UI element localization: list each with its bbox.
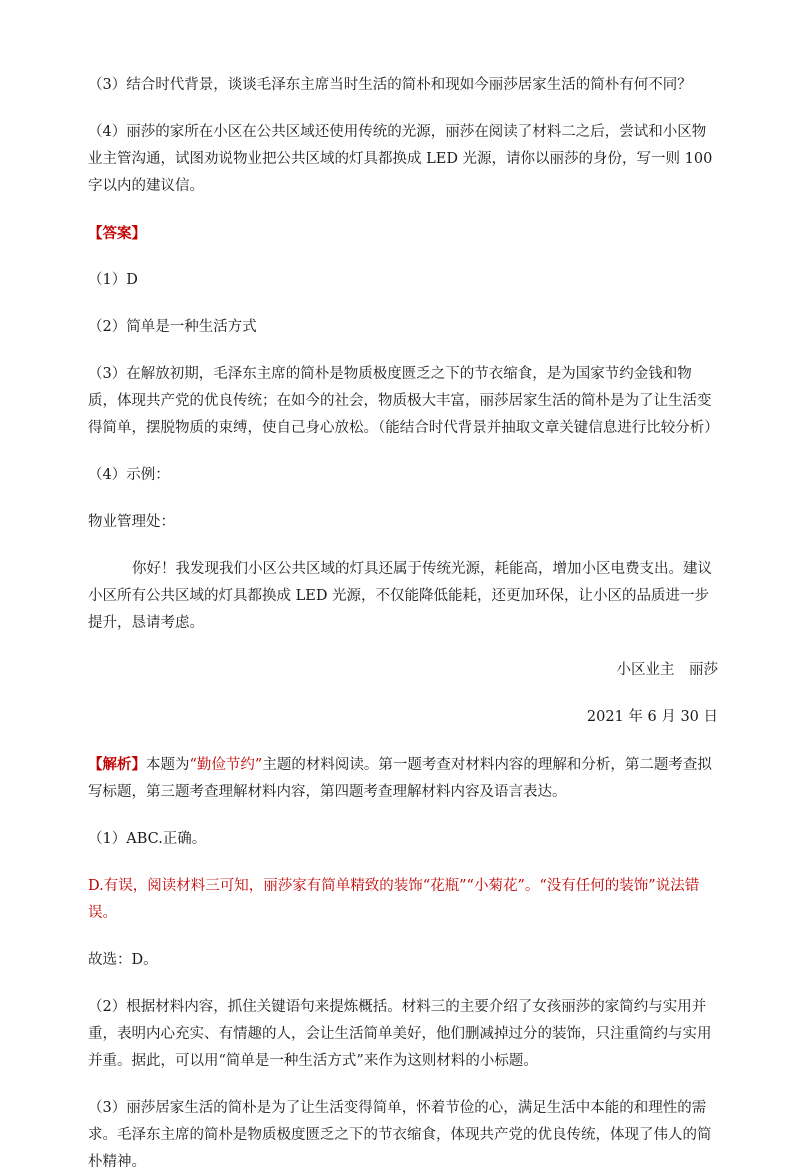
question-4: （4）丽莎的家所在小区在公共区域还使用传统的光源，丽莎在阅读了材料二之后，尝试和小区物业主管沟通，试图劝说物业把公共区域的灯具都换成 LED 光源，请你以丽莎的身份，写一则 100 字以内的建议信。 <box>88 124 713 194</box>
analysis-heading: 【解析】 <box>88 756 146 773</box>
letter-body: 你好！我发现我们小区公共区域的灯具还属于传统光源，耗能高，增加小区电费支出。建议小区所有公共区域的灯具都换成 LED 光源，不仅能降低能耗，还更加环保，让小区的品质进一步提升，恳请考虑。 <box>88 561 712 631</box>
question-3: （3）结合时代背景，谈谈毛泽东主席当时生活的简朴和现如今丽莎居家生活的简朴有何不同？ <box>88 77 692 93</box>
answer-heading: 【答案】 <box>88 225 146 242</box>
analysis-5: （3）丽莎居家生活的简朴是为了让生活变得简单，怀着节俭的心，满足生活中本能的和理性的需求。毛泽东主席的简朴是物质极度匮乏之下的节衣缩食，体现共产党的优良传统，体现了伟人的简朴精神。 <box>88 1100 712 1170</box>
analysis-1: （1）ABC.正确。 <box>88 831 207 847</box>
answer-3: （3）在解放初期，毛泽东主席的简朴是物质极度匮乏之下的节衣缩食，是为国家节约金钱和物质，体现共产党的优良传统；在如今的社会，物质极大丰富，丽莎居家生活的简朴是为了让生活变得简单，摆脱物质的束缚，使自己身心放松。（能结合时代背景并抽取文章关键信息进行比较分析） <box>88 366 719 436</box>
analysis-4: （2）根据材料内容，抓住关键语句来提炼概括。材料三的主要介绍了女孩丽莎的家简约与实用并重，表明内心充实、有情趣的人，会让生活简单美好，他们删减掉过分的装饰，只注重简约与实用并重。据此，可以用“简单是一种生活方式”来作为这则材料的小标题。 <box>88 999 712 1069</box>
document-page <box>88 72 718 1176</box>
analysis-intro-b: 主题的材料阅读。第一题考查对材料内容的理解和分析，第二题考查拟写标题，第三题考查理解材料内容，第四题考查理解材料内容及语言表达。 <box>88 757 712 800</box>
answer-4: （4）示例： <box>88 467 170 483</box>
analysis-2: D.有误，阅读材料三可知，丽莎家有简单精致的装饰“花瓶”“小菊花”。“没有任何的装饰”说法错误。 <box>88 878 700 921</box>
letter-date: 2021 年 6 月 30 日 <box>586 709 718 725</box>
answer-2: （2）简单是一种生活方式 <box>88 319 257 335</box>
letter-salutation: 物业管理处： <box>88 514 175 530</box>
analysis-intro <box>88 751 718 806</box>
letter-signature: 小区业主 丽莎 <box>616 662 718 678</box>
analysis-3: 故选：D。 <box>88 952 158 968</box>
analysis-theme: “勤俭节约” <box>189 757 263 773</box>
analysis-intro-a: 本题为 <box>146 757 190 773</box>
answer-1: （1）D <box>88 272 138 288</box>
